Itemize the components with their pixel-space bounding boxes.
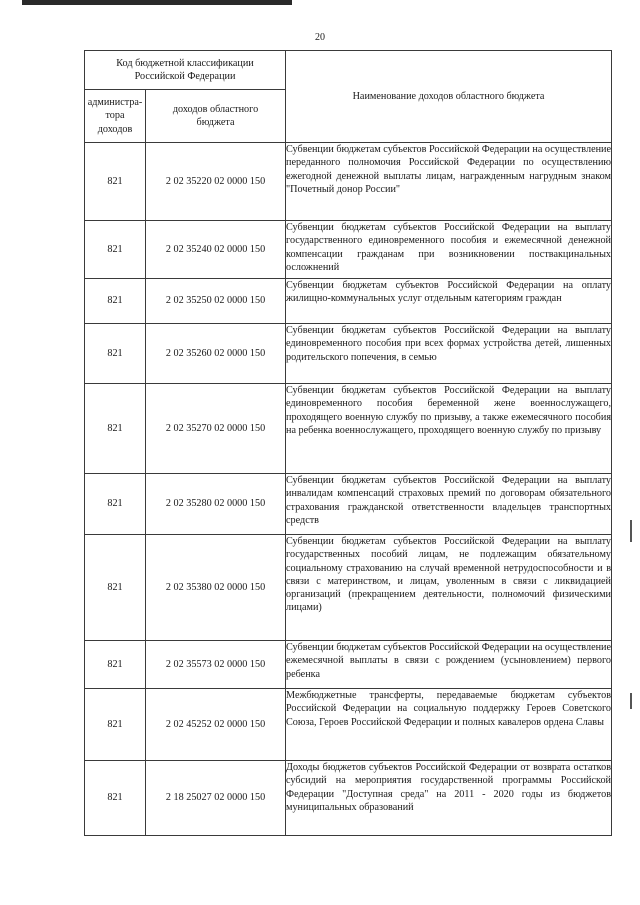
income-description: Субвенции бюджетам субъектов Российской Федерации на осуществление переданного полномочия Российской Федерации по осуществлению ежегодной денежной выплаты лицам, награжденным нагрудным знаком "Почетный донор России" xyxy=(286,143,612,221)
admin-code: 821 xyxy=(85,143,146,221)
income-code: 2 02 35260 02 0000 150 xyxy=(146,324,286,384)
admin-code: 821 xyxy=(85,384,146,474)
income-description: Доходы бюджетов субъектов Российской Федерации от возврата остатков субсидий на мероприятия государственной программы Российской Федерации "Доступная среда" на 2011 - 2020 годы из бюджетов муниципальных образований xyxy=(286,761,612,836)
edge-mark xyxy=(630,520,632,542)
income-description: Субвенции бюджетам субъектов Российской Федерации на выплату государственного единовременного пособия и ежемесячной денежной компенсации гражданам при возникновении поствакцинальных осложнений xyxy=(286,221,612,279)
admin-code: 821 xyxy=(85,761,146,836)
income-code: 2 02 35280 02 0000 150 xyxy=(146,474,286,535)
header-income-name: Наименование доходов областного бюджета xyxy=(286,51,612,143)
header-income-code: доходов областного бюджета xyxy=(146,90,286,143)
table-row xyxy=(85,279,612,324)
page-number: 20 xyxy=(315,32,325,43)
income-description: Субвенции бюджетам субъектов Российской Федерации на выплату единовременного пособия беременной жене военнослужащего, проходящего военную службу по призыву, а также ежемесячного пособия на ребенка военнослужащего, проходящего военную службу по призыву xyxy=(286,384,612,474)
income-code: 2 02 35380 02 0000 150 xyxy=(146,535,286,641)
income-description: Субвенции бюджетам субъектов Российской Федерации на выплату инвалидам компенсаций страховых премий по договорам обязательного страхования гражданской ответственности владельцев транспортных средств xyxy=(286,474,612,535)
income-description: Субвенции бюджетам субъектов Российской Федерации на выплату единовременного пособия при всех формах устройства детей, лишенных родительского попечения, в семью xyxy=(286,324,612,384)
table-row xyxy=(85,221,612,279)
table-row xyxy=(85,535,612,641)
table-row xyxy=(85,474,612,535)
income-description: Межбюджетные трансферты, передаваемые бюджетам субъектов Российской Федерации на социальную поддержку Героев Советского Союза, Героев Российской Федерации и полных кавалеров ордена Славы xyxy=(286,689,612,761)
admin-code: 821 xyxy=(85,279,146,324)
income-code: 2 02 45252 02 0000 150 xyxy=(146,689,286,761)
income-table xyxy=(84,50,612,836)
income-code: 2 02 35270 02 0000 150 xyxy=(146,384,286,474)
income-code: 2 02 35220 02 0000 150 xyxy=(146,143,286,221)
table-row xyxy=(85,324,612,384)
income-code: 2 02 35573 02 0000 150 xyxy=(146,641,286,689)
admin-code: 821 xyxy=(85,324,146,384)
income-description: Субвенции бюджетам субъектов Российской Федерации на осуществление ежемесячной выплаты в связи с рождением (усыновлением) первого ребенка xyxy=(286,641,612,689)
table-row xyxy=(85,143,612,221)
admin-code: 821 xyxy=(85,474,146,535)
admin-code: 821 xyxy=(85,221,146,279)
admin-code: 821 xyxy=(85,689,146,761)
edge-mark xyxy=(630,693,632,709)
income-code: 2 02 35240 02 0000 150 xyxy=(146,221,286,279)
top-rule xyxy=(22,0,292,5)
header-administrator: администра- тора доходов xyxy=(85,90,146,143)
table-row xyxy=(85,761,612,836)
income-code: 2 02 35250 02 0000 150 xyxy=(146,279,286,324)
income-description: Субвенции бюджетам субъектов Российской Федерации на оплату жилищно-коммунальных услуг отдельным категориям граждан xyxy=(286,279,612,324)
income-description: Субвенции бюджетам субъектов Российской Федерации на выплату государственных пособий лицам, не подлежащим обязательному социальному страхованию на случай временной нетрудоспособности и в связи с материнством, и лицам, уволенным в связи с ликвидацией организаций (прекращением деятельности, полномочий физическими лицами) xyxy=(286,535,612,641)
admin-code: 821 xyxy=(85,535,146,641)
table-row xyxy=(85,641,612,689)
table-row xyxy=(85,384,612,474)
admin-code: 821 xyxy=(85,641,146,689)
header-code-group: Код бюджетной классификации Российской Федерации xyxy=(85,51,286,90)
income-code: 2 18 25027 02 0000 150 xyxy=(146,761,286,836)
table-row xyxy=(85,689,612,761)
